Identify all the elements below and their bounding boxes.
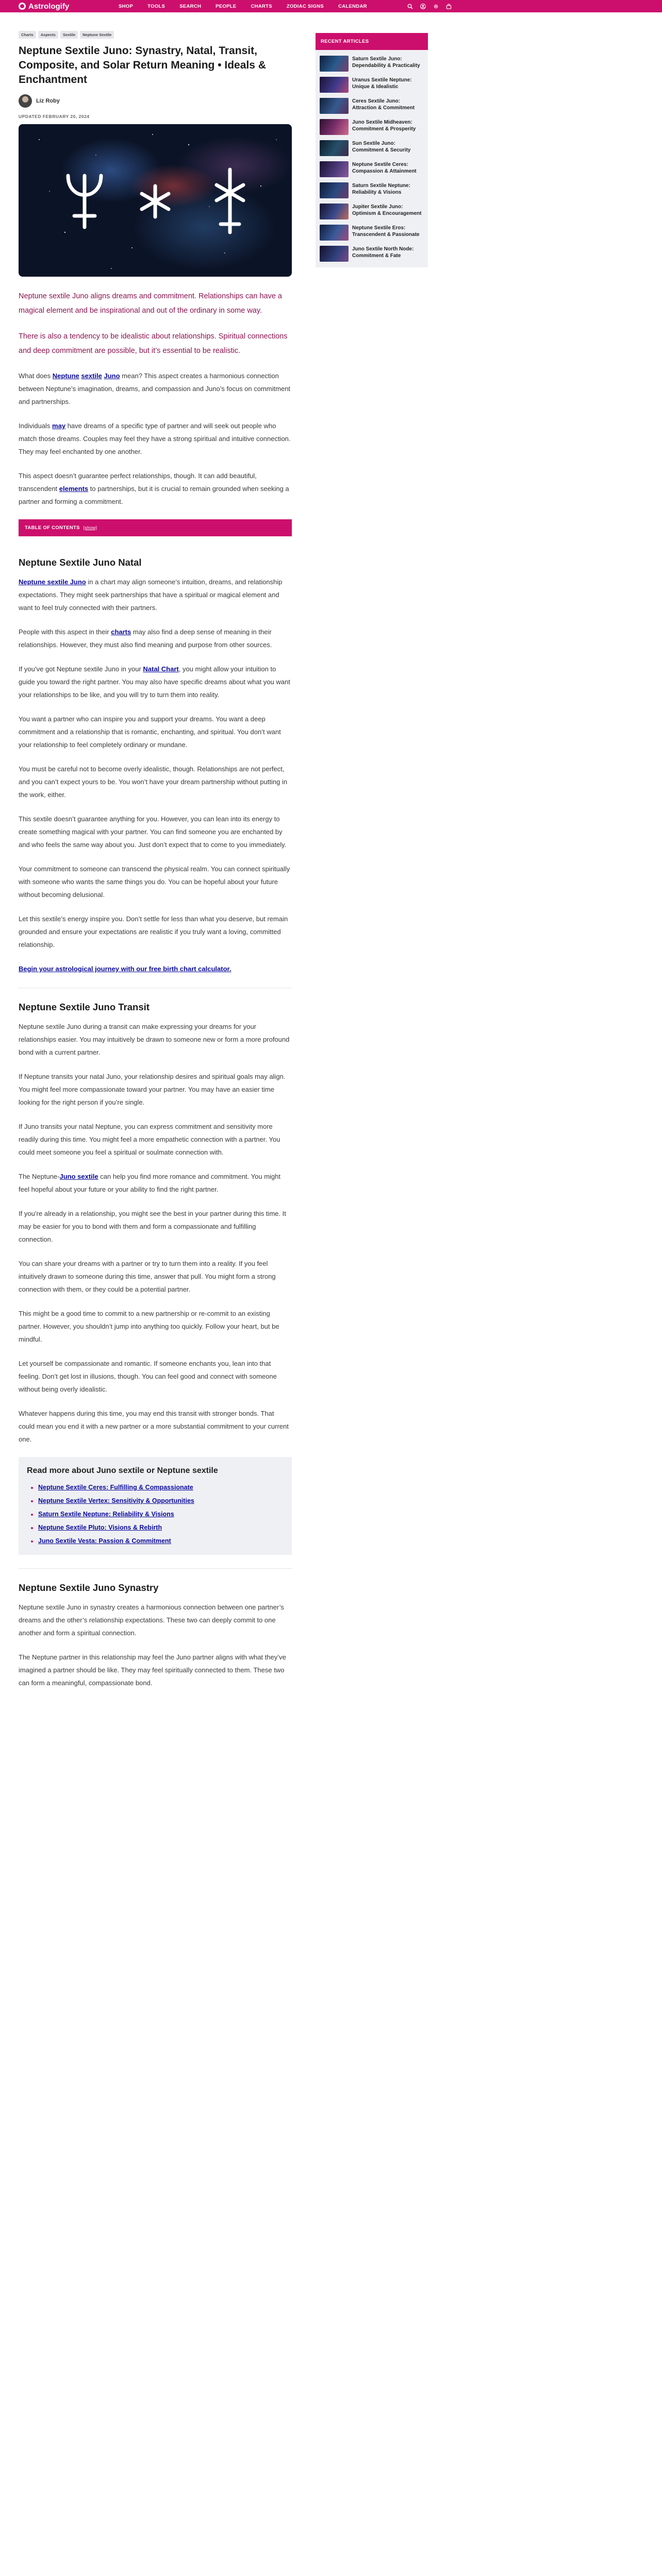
divider <box>19 1568 292 1569</box>
page-title: Neptune Sextile Juno: Synastry, Natal, Transit, Composite, and Solar Return Meaning • Ideals & Enchantment <box>19 45 266 86</box>
article-thumbnail <box>320 161 349 177</box>
article-title: Juno Sextile Midheaven: Commitment & Prosperity <box>352 120 416 132</box>
natal-paragraph-6: This sextile doesn’t guarantee anything for you. However, you can lean into its energy to create something magical with your partner. You can find someone you are enchanted by and who feels the same way about you. Just don’t expect that to come to you immediately. <box>19 815 287 849</box>
article-thumbnail <box>320 98 349 114</box>
recent-article[interactable] <box>316 95 428 116</box>
tag-neptune-sextile[interactable]: Neptune Sextile <box>80 31 114 39</box>
link-juno[interactable]: Juno <box>104 372 120 380</box>
section-heading-synastry: Neptune Sextile Juno Synastry <box>19 1582 159 1593</box>
recent-article[interactable] <box>316 138 428 159</box>
main-nav <box>111 4 374 9</box>
recent-articles-list <box>316 50 428 267</box>
sidebar <box>316 12 428 1701</box>
settings-icon[interactable] <box>433 4 439 9</box>
article-title: Ceres Sextile Juno: Attraction & Commitment <box>352 98 415 111</box>
toc-label: TABLE OF CONTENTS <box>25 525 80 531</box>
recent-article[interactable] <box>316 116 428 138</box>
link-sextile[interactable]: sextile <box>81 372 102 380</box>
article-title: Jupiter Sextile Juno: Optimism & Encouragement <box>352 204 422 216</box>
transit-paragraph-5: If you’re already in a relationship, you might see the best in your partner during this time. It may be easier for you to bond with them and form a compassionate and fulfilling connection. <box>19 1210 286 1243</box>
nav-tools[interactable]: TOOLS <box>147 3 166 9</box>
brand-name: Astrologify <box>28 2 70 11</box>
read-more-heading: Read more about Juno sextile or Neptune sextile <box>27 1466 218 1475</box>
natal-paragraph-1: Neptune sextile Juno in a chart may align someone’s intuition, dreams, and relationship expectations. They might seek partnerships that have a spiritual or magical element and want to feel truly connected with their partners. <box>19 578 283 612</box>
synastry-paragraph-1: Neptune sextile Juno in synastry creates a harmonious connection between one partner’s dreams and the other’s relationship expectations. These two can deeply commit to one another and form a spiritual connection. <box>19 1603 284 1637</box>
transit-paragraph-7: This might be a good time to commit to a new partnership or re-commit to an existing partner. However, you shouldn’t jump into anything too quickly. Follow your heart, but be mindful. <box>19 1310 279 1343</box>
recent-article[interactable] <box>316 201 428 222</box>
article-title: Saturn Sextile Neptune: Reliability & Visions <box>352 183 410 195</box>
link-charts[interactable]: charts <box>111 628 131 636</box>
intro-paragraph-3: This aspect doesn’t guarantee perfect relationships, though. It can add beautiful, transcendent elements to partnerships, but it is crucial to remain grounded when seeking a partner and forming a commitment. <box>19 472 289 505</box>
recent-article[interactable] <box>316 74 428 95</box>
read-more-box <box>19 1457 292 1555</box>
user-icon[interactable] <box>420 4 426 9</box>
natal-paragraph-2: People with this aspect in their charts may also find a deep sense of meaning in their relationships. However, they must also find meaning and purpose from other sources. <box>19 628 272 649</box>
link-neptune[interactable]: Neptune <box>52 372 79 380</box>
table-of-contents[interactable] <box>19 519 292 536</box>
read-more-link[interactable]: Saturn Sextile Neptune: Reliability & Visions <box>38 1511 174 1518</box>
read-more-link[interactable]: Neptune Sextile Ceres: Fulfilling & Compassionate <box>38 1484 193 1491</box>
article-title: Neptune Sextile Ceres: Compassion & Attainment <box>352 162 417 174</box>
transit-paragraph-9: Whatever happens during this time, you may end this transit with stronger bonds. That could mean you end it with a new partner or a more substantial commitment to your current one. <box>19 1410 289 1443</box>
nav-search[interactable]: SEARCH <box>179 3 202 9</box>
article <box>19 12 292 1701</box>
nav-charts[interactable]: CHARTS <box>251 3 272 9</box>
recent-article[interactable] <box>316 243 428 264</box>
natal-paragraph-4: You want a partner who can inspire you and support your dreams. You want a deep commitment and a relationship that is romantic, enchanting, and spiritual. You don’t want your relationship to feel completely ordinary or mundane. <box>19 715 281 749</box>
toc-show-toggle[interactable]: [show] <box>83 525 97 530</box>
article-title: Sun Sextile Juno: Commitment & Security <box>352 141 411 153</box>
transit-paragraph-6: You can share your dreams with a partner or try to turn them into a reality. If you feel intuitively drawn to someone during this time, answer that pull. You might form a strong connection with them, or they could be a potential partner. <box>19 1260 276 1293</box>
updated-date: UPDATED FEBRUARY 20, 2024 <box>19 114 90 119</box>
article-thumbnail <box>320 182 349 198</box>
search-icon[interactable] <box>407 4 413 9</box>
natal-paragraph-8: Let this sextile’s energy inspire you. Don’t settle for less than what you deserve, but remain grounded and ensure your expectations are realistic if you truly want a loving, committed relationship. <box>19 915 288 948</box>
article-thumbnail <box>320 204 349 219</box>
link-juno-sextile[interactable]: Juno sextile <box>59 1173 98 1180</box>
read-more-link[interactable]: Juno Sextile Vesta: Passion & Commitment <box>38 1537 171 1545</box>
link-natal-chart[interactable]: Natal Chart <box>143 665 179 673</box>
breadcrumb-tags <box>19 31 292 39</box>
author-byline <box>19 94 292 108</box>
recent-article[interactable] <box>316 53 428 74</box>
neptune-asterisk-juno-glyphs <box>19 124 292 277</box>
natal-paragraph-5: You must be careful not to become overly idealistic, though. Relationships are not perfect, and you can’t expect yours to be. You won’t have your dream partnership without putting in the work, either. <box>19 765 288 799</box>
article-title: Juno Sextile North Node: Commitment & Fate <box>352 246 414 259</box>
bag-icon[interactable] <box>446 4 452 9</box>
hero-image <box>19 124 292 277</box>
link-neptune-sextile-juno[interactable]: Neptune sextile Juno <box>19 578 86 586</box>
logo-icon <box>19 3 26 10</box>
nav-icons <box>407 4 452 9</box>
recent-articles-heading: RECENT ARTICLES <box>316 33 428 50</box>
natal-paragraph-7: Your commitment to someone can transcend the physical realm. You can connect spiritually with someone who wants the same things you do. You can be hopeful about your future without becoming delusional. <box>19 865 290 899</box>
article-thumbnail <box>320 56 349 72</box>
tag-sextile[interactable]: Sextile <box>60 31 78 39</box>
tag-aspects[interactable]: Aspects <box>38 31 58 39</box>
nav-people[interactable]: PEOPLE <box>216 3 237 9</box>
read-more-link[interactable]: Neptune Sextile Pluto: Visions & Rebirth <box>38 1524 162 1531</box>
transit-paragraph-8: Let yourself be compassionate and romantic. If someone enchants you, lean into that feeling. Don’t get lost in illusions, though. You can feel good and connect with someone without being overly idealistic. <box>19 1360 277 1393</box>
article-title: Uranus Sextile Neptune: Unique & Idealistic <box>352 77 412 90</box>
article-thumbnail <box>320 77 349 93</box>
lead-paragraph-2: There is also a tendency to be idealistic about relationships. Spiritual connections and deep commitment are possible, but it’s essential to be realistic. <box>19 332 288 355</box>
transit-paragraph-2: If Neptune transits your natal Juno, your relationship desires and spiritual goals may align. You might feel more compassionate toward your partner. You may have an easier time looking for the right person if you’re single. <box>19 1073 286 1106</box>
nav-zodiac-signs[interactable]: ZODIAC SIGNS <box>286 3 324 9</box>
article-thumbnail <box>320 119 349 135</box>
section-heading-natal: Neptune Sextile Juno Natal <box>19 557 142 568</box>
natal-paragraph-3: If you’ve got Neptune sextile Juno in your Natal Chart, you might allow your intuition to guide you toward the right partner. You may also have specific dreams about what you want your relationships to be like, and you will try to turn them into reality. <box>19 665 290 699</box>
article-title: Saturn Sextile Juno: Dependability & Practicality <box>352 56 420 69</box>
top-navigation <box>0 0 662 12</box>
tag-charts[interactable]: Charts <box>19 31 36 39</box>
article-thumbnail <box>320 140 349 156</box>
link-elements[interactable]: elements <box>59 485 89 493</box>
read-more-link[interactable]: Neptune Sextile Vertex: Sensitivity & Opportunities <box>38 1497 194 1504</box>
synastry-paragraph-2: The Neptune partner in this relationship may feel the Juno partner aligns with what they’ve imagined a partner should be like. They may feel spiritually connected to them. These two can form a meaningful, compassionate bond. <box>19 1653 286 1687</box>
lead-paragraph-1: Neptune sextile Juno aligns dreams and commitment. Relationships can have a magical element and be inspirational and out of the ordinary in some way. <box>19 292 282 315</box>
recent-article[interactable] <box>316 180 428 201</box>
avatar[interactable] <box>19 94 32 108</box>
nav-calendar[interactable]: CALENDAR <box>338 3 367 9</box>
recent-article[interactable] <box>316 222 428 243</box>
nav-shop[interactable]: SHOP <box>119 3 134 9</box>
transit-paragraph-1: Neptune sextile Juno during a transit can make expressing your dreams for your relationships easier. You may intuitively be drawn to someone new or form a more profound bond with a current partner. <box>19 1023 290 1056</box>
birth-chart-calculator-link[interactable]: Begin your astrological journey with our free birth chart calculator. <box>19 965 231 973</box>
article-thumbnail <box>320 225 349 241</box>
read-more-list <box>27 1482 284 1547</box>
transit-paragraph-3: If Juno transits your natal Neptune, you can express commitment and sensitivity more readily during this time. You might feel a more empathetic connection with a partner. You could meet someone you feel a spiritual or soulmate connection with. <box>19 1123 280 1156</box>
recent-article[interactable] <box>316 159 428 180</box>
transit-paragraph-4: The Neptune-Juno sextile can help you find more romance and commitment. You might feel hopeful about your future or your ability to find the right partner. <box>19 1173 280 1193</box>
article-thumbnail <box>320 246 349 262</box>
article-title: Neptune Sextile Eros: Transcendent & Passionate <box>352 225 420 238</box>
intro-paragraph-2: Individuals may have dreams of a specific type of partner and will seek out people who match those dreams. Couples may feel they have a strong spiritual and intuitive connection. They may feel enchanted by one another. <box>19 422 291 455</box>
author-name[interactable]: Liz Roby <box>36 98 60 104</box>
intro-paragraph-1: What does Neptune sextile Juno mean? This aspect creates a harmonious connection between Neptune’s imagination, dreams, and compassion and Juno’s focus on commitment and partnerships. <box>19 372 291 405</box>
brand-logo[interactable] <box>19 2 111 11</box>
link-may[interactable]: may <box>52 422 66 430</box>
section-heading-transit: Neptune Sextile Juno Transit <box>19 1002 150 1012</box>
